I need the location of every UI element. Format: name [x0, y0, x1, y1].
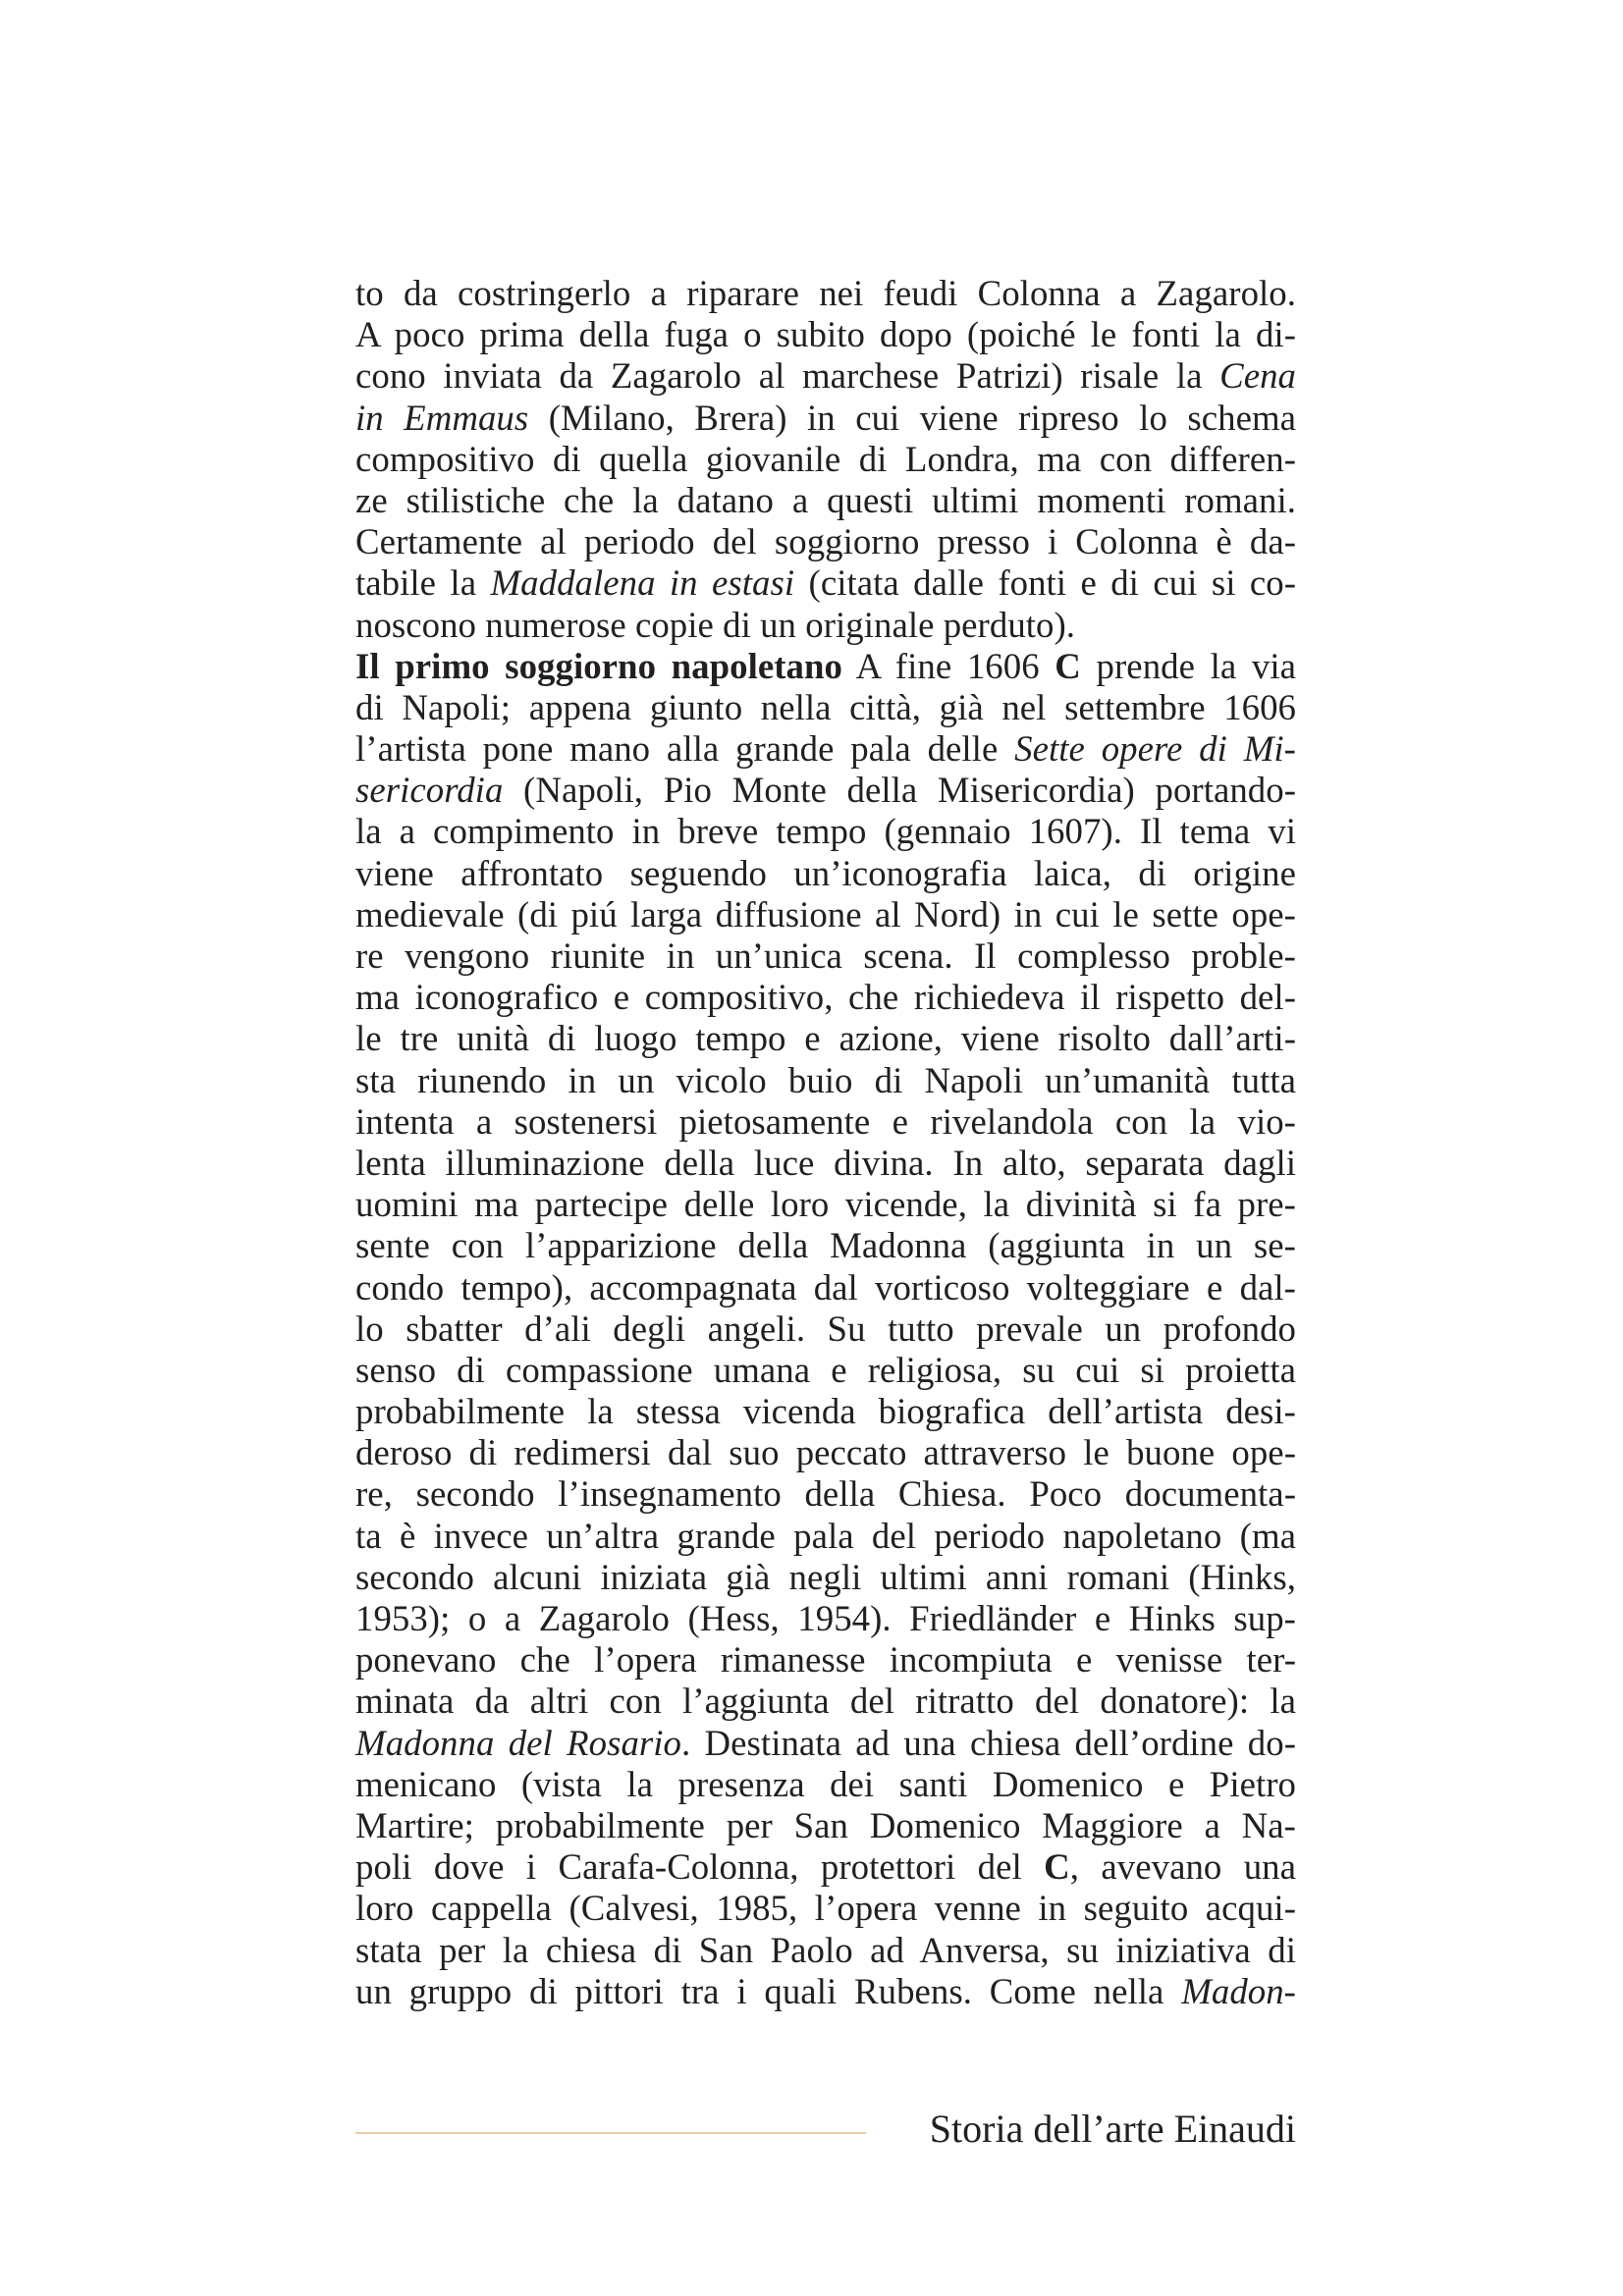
italic-run: Madon- [1181, 1970, 1296, 2011]
text-line [355, 1225, 1296, 1266]
bold-run: Il primo soggiorno napoletano [355, 645, 842, 686]
text-run: (Milano, Brera) in cui viene ripreso lo schema [528, 397, 1297, 438]
text-run: viene affrontato seguendo un’iconografia laica, di origine [355, 852, 1296, 893]
italic-run: Maddalena in estasi [490, 562, 795, 604]
text-run: medievale (di piú larga diffusione al Nord) in cui le sette ope- [355, 893, 1296, 934]
text-run: minata da altri con l’aggiunta del ritratto del donatore): la [355, 1681, 1296, 1722]
text-line [355, 273, 1296, 314]
text-run: compositivo di quella giovanile di Londra, ma con differen- [355, 438, 1296, 479]
text-run: 1953); o a Zagarolo (Hess, 1954). Friedländer e Hinks sup- [355, 1598, 1296, 1638]
text-line [355, 1846, 1296, 1888]
text-line [355, 1764, 1296, 1805]
text-run: uomini ma partecipe delle loro vicende, la divinità si fa pre- [355, 1184, 1296, 1225]
text-run: sta riunendo in un vicolo buio di Napoli un’umanità tutta [355, 1059, 1296, 1100]
text-line [355, 1971, 1296, 2012]
text-run: . Destinata ad una chiesa dell’ordine do- [681, 1722, 1297, 1763]
bold-run: C [1044, 1846, 1070, 1888]
text-line [355, 398, 1296, 439]
text-line [355, 521, 1296, 562]
text-line [355, 1060, 1296, 1101]
text-line [355, 1018, 1296, 1059]
text-run: ta è invece un’altra grande pala del periodo napoletano (ma [355, 1515, 1296, 1556]
text-line [355, 1723, 1296, 1764]
text-line [355, 1805, 1296, 1846]
text-run: intenta a sostenersi pietosamente e rivelandola con la vio- [355, 1100, 1296, 1142]
text-line [355, 935, 1296, 977]
text-line [355, 480, 1296, 521]
text-line [355, 770, 1296, 811]
text-run: probabilmente la stessa vicenda biografica dell’artista desi- [355, 1391, 1296, 1432]
text-line [355, 1350, 1296, 1391]
text-line [355, 1432, 1296, 1473]
text-line [355, 562, 1296, 604]
text-run: , avevano una [1069, 1846, 1296, 1888]
text-run: Martire; probabilmente per San Domenico Maggiore a Na- [355, 1804, 1296, 1845]
italic-run: Madonna del Rosario [355, 1722, 681, 1763]
text-line [355, 687, 1296, 728]
text-line [355, 977, 1296, 1018]
text-line [355, 314, 1296, 355]
text-run: re vengono riunite in un’unica scena. Il complesso proble- [355, 935, 1296, 976]
text-line [355, 439, 1296, 480]
italic-run: in Emmaus [355, 397, 529, 438]
text-line [355, 605, 1296, 646]
text-run: re, secondo l’insegnamento della Chiesa. Poco documenta- [355, 1473, 1296, 1515]
text-run: A fine 1606 [841, 645, 1055, 686]
text-run: le tre unità di luogo tempo e azione, viene risolto dall’arti- [355, 1018, 1296, 1059]
text-line [355, 1598, 1296, 1639]
text-run: to da costringerlo a riparare nei feudi Colonna a Zagarolo. [355, 273, 1296, 313]
text-run: senso di compassione umana e religiosa, su cui si proietta [355, 1349, 1296, 1390]
text-run: stata per la chiesa di San Paolo ad Anversa, su iniziativa di [355, 1929, 1296, 1970]
italic-run: Sette opere di Mi- [1014, 728, 1296, 770]
text-line [355, 1516, 1296, 1557]
text-line [355, 894, 1296, 935]
text-line [355, 1267, 1296, 1308]
italic-run: sericordia [355, 770, 504, 811]
text-run: ma iconografico e compositivo, che richiedeva il rispetto del- [355, 977, 1296, 1018]
text-run: di Napoli; appena giunto nella città, già nel settembre 1606 [355, 686, 1296, 727]
text-run: lenta illuminazione della luce divina. In alto, separata dagli [355, 1142, 1296, 1183]
text-run: la a compimento in breve tempo (gennaio 1607). Il tema vi [355, 811, 1296, 852]
text-line [355, 1888, 1296, 1929]
text-line [355, 1930, 1296, 1971]
text-run: (Napoli, Pio Monte della Misericordia) portando- [503, 770, 1296, 811]
text-run: loro cappella (Calvesi, 1985, l’opera venne in seguito acqui- [355, 1888, 1296, 1929]
text-run: A poco prima della fuga o subito dopo (poiché le fonti la di- [355, 314, 1296, 355]
text-run: deroso di redimersi dal suo peccato attraverso le buone ope- [355, 1432, 1296, 1473]
text-line [355, 811, 1296, 852]
text-run: ze stilistiche che la datano a questi ultimi momenti romani. [355, 479, 1296, 520]
text-run: tabile la [355, 562, 491, 604]
italic-run: Cena [1219, 355, 1296, 397]
bold-run: C [1055, 645, 1081, 686]
text-line [355, 1473, 1296, 1515]
text-run: cono inviata da Zagarolo al marchese Patrizi) risale la [355, 355, 1220, 397]
text-run: poli dove i Carafa-Colonna, protettori del [355, 1846, 1045, 1888]
text-run: l’artista pone mano alla grande pala delle [355, 728, 1015, 770]
text-run: lo sbatter d’ali degli angeli. Su tutto prevale un profondo [355, 1308, 1296, 1349]
text-line [355, 728, 1296, 770]
text-run: sente con l’apparizione della Madonna (aggiunta in un se- [355, 1225, 1296, 1266]
text-run: (citata dalle fonti e di cui si co- [794, 562, 1297, 604]
text-line [355, 1143, 1296, 1184]
text-line [355, 1308, 1296, 1350]
text-line [355, 1557, 1296, 1598]
text-run: secondo alcuni iniziata già negli ultimi anni romani (Hinks, [355, 1556, 1296, 1597]
text-line [355, 355, 1296, 397]
text-line [355, 853, 1296, 894]
text-run: prende la via [1080, 645, 1297, 686]
text-line [355, 1184, 1296, 1225]
footer-label: Storia dell’arte Einaudi [929, 2107, 1296, 2151]
text-line [355, 1391, 1296, 1432]
body-text [355, 273, 1296, 2012]
text-run: un gruppo di pittori tra i quali Rubens. Come nella [355, 1970, 1182, 2011]
text-line [355, 1639, 1296, 1681]
text-line [355, 646, 1296, 687]
footer-rule [355, 2132, 866, 2134]
text-line [355, 1101, 1296, 1143]
text-run: ponevano che l’opera rimanesse incompiuta e venisse ter- [355, 1639, 1296, 1681]
text-line [355, 1681, 1296, 1722]
text-run: condo tempo), accompagnata dal vorticoso volteggiare e dal- [355, 1266, 1296, 1308]
text-run: noscono numerose copie di un originale perduto). [355, 604, 1076, 645]
text-run: menicano (vista la presenza dei santi Domenico e Pietro [355, 1763, 1296, 1804]
text-run: Certamente al periodo del soggiorno presso i Colonna è da- [355, 521, 1296, 562]
